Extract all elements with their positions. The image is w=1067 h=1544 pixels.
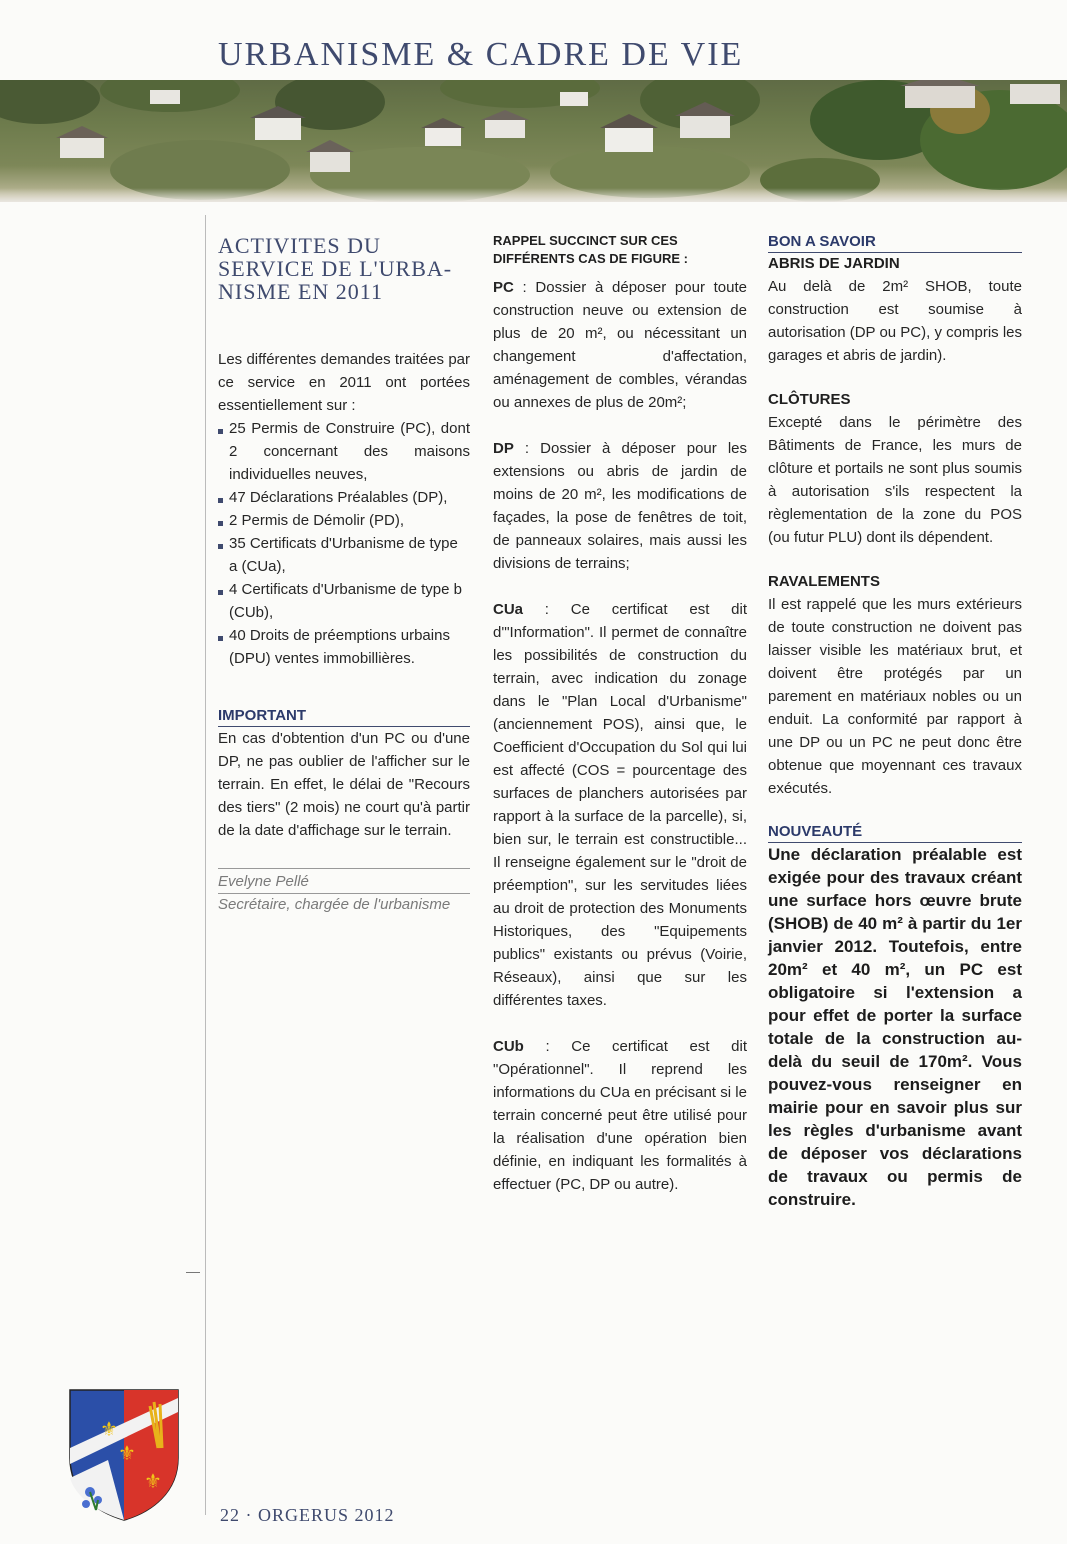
cub-paragraph <box>493 1035 747 1196</box>
pc-text: : Dossier à déposer pour toute construction neuve ou extension de plus de 20 m², ou nécessitant un changement d'affectation, aménagement de combles, vérandas ou annexes de plus de 20m²; <box>493 279 747 411</box>
list-item: 47 Déclarations Préalables (DP), <box>218 486 470 509</box>
important-text: En cas d'obtention d'un PC ou d'une DP, ne pas oublier de l'afficher sur le terrain. En effet, le délai de "Recours des tiers" (2 mois) ne court qu'à partir de la date d'affichage sur le terrain. <box>218 730 470 839</box>
dp-text: : Dossier à déposer pour les extensions ou abris de jardin de moins de 20 m², les modifications de façades, la pose de fenêtres de toit, de panneaux solaires, mais aussi les divisions de terrains; <box>493 440 747 572</box>
reminder-heading: RAPPEL SUCCINCT SUR CES DIFFÉRENTS CAS DE FIGURE : <box>493 233 689 266</box>
clotures-heading: CLÔTURES <box>768 391 851 408</box>
svg-text:⚜: ⚜ <box>144 1469 162 1493</box>
page-footer: 22 · ORGERUS 2012 <box>220 1505 395 1525</box>
signature <box>218 868 470 916</box>
cua-paragraph <box>493 598 747 1012</box>
signature-name: Evelyne Pellé <box>218 873 309 890</box>
good-to-know-heading: BON A SAVOIR <box>768 232 1022 253</box>
list-item: 2 Permis de Démolir (PD), <box>218 509 470 532</box>
nouveaute-heading: NOUVEAUTÉ <box>768 822 1022 843</box>
margin-tick <box>186 1272 200 1273</box>
column-divider <box>205 215 206 1515</box>
column-reminder <box>493 232 747 1196</box>
column-good-to-know <box>768 232 1022 1211</box>
list-item: 4 Certificats d'Urbanisme de type b (CUb), <box>218 578 470 624</box>
ravalements-text: Il est rappelé que les murs extérieurs de toute construction ne doivent pas laisser visible les matériaux brut, et doivent être protégés par un parement en matériaux nobles ou un enduit. La conformité par rapport à une DP ou un PC ne peut donc être obtenue que moyennant ces travaux exécutés. <box>768 596 1022 797</box>
dp-paragraph <box>493 437 747 575</box>
aerial-village-photo <box>0 80 1067 202</box>
list-item: 40 Droits de préemptions urbains (DPU) ventes immobillières. <box>218 624 470 670</box>
nouveaute-text: Une déclaration préalable est exigée pour des travaux créant une surface hors œuvre brute (SHOB) de 40 m² à partir du 1er janvier 2012. Toutefois, entre 20m² et 40 m², un PC est obligatoire si l'extension a pour effet de porter la surface totale de la construction au-delà du seuil de 170m². Vous pouvez-vous renseigner en mairie pour en savoir plus sur les règles d'urbanisme avant de déposer vos déclarations de travaux ou permis de construire. <box>768 845 1022 1209</box>
coat-of-arms-icon <box>68 1388 180 1527</box>
ravalements-heading: RAVALEMENTS <box>768 573 880 590</box>
signature-role: Secrétaire, chargée de l'urbanisme <box>218 893 470 916</box>
svg-text:⚜: ⚜ <box>118 1441 136 1465</box>
abris-text: Au delà de 2m² SHOB, toute construction est soumise à autorisation (DP ou PC), y compris les garages et abris de jardin). <box>768 278 1022 364</box>
cua-term: CUa <box>493 601 524 618</box>
cua-text: : Ce certificat est dit d'"Information". Il permet de connaître les possibilités de construction du terrain, avec indication du zonage dans le "Plan Local d'Urbanisme" (anciennement POS), ainsi que, le Coefficient d'Occupation du Sol qui lui est affecté (COS = pourcentage des surfaces de planchers autorisées par rapport à la surface de la parcelle), si, bien sur, le terrain est constructible... Il renseigne également sur le "droit de préemption", sur les servitudes liées au droit de protection des Monuments Historiques, des "Equipements publics" existants ou prévus (Voirie, Réseaux), ainsi que sur les différentes taxes. <box>493 601 747 1009</box>
svg-text:⚜: ⚜ <box>100 1417 118 1441</box>
list-item: 25 Permis de Construire (PC), dont 2 concernant des maisons individuelles neuves, <box>218 417 470 486</box>
pc-paragraph <box>493 276 747 414</box>
dp-term: DP <box>493 440 514 457</box>
pc-term: PC <box>493 279 514 296</box>
intro-text: Les différentes demandes traitées par ce service en 2011 ont portées essentiellement sur : <box>218 351 470 414</box>
abris-heading: ABRIS DE JARDIN <box>768 255 900 272</box>
cub-term: CUb <box>493 1038 524 1055</box>
clotures-text: Excepté dans le périmètre des Bâtiments de France, les murs de clôture et portails ne sont plus soumis à autorisation s'ils respectent la règlementation de la zone du POS (ou futur PLU) dont ils dépendent. <box>768 414 1022 546</box>
page-title: URBANISME & CADRE DE VIE <box>218 36 744 73</box>
cub-text: : Ce certificat est dit "Opérationnel". Il reprend les informations du CUa en précisant si le terrain concerné peut être utilisé pour la réalisation d'une opération bien définie, en indiquant les formalités à effectuer (PC, DP ou autre). <box>493 1038 747 1193</box>
activities-list <box>218 417 470 670</box>
list-item: 35 Certificats d'Urbanisme de type a (CUa), <box>218 532 470 578</box>
section-title: ACTIVITES DU SERVICE DE L'URBA-NISME EN 2011 <box>218 233 453 304</box>
column-activities <box>218 232 470 916</box>
important-heading: IMPORTANT <box>218 706 470 727</box>
